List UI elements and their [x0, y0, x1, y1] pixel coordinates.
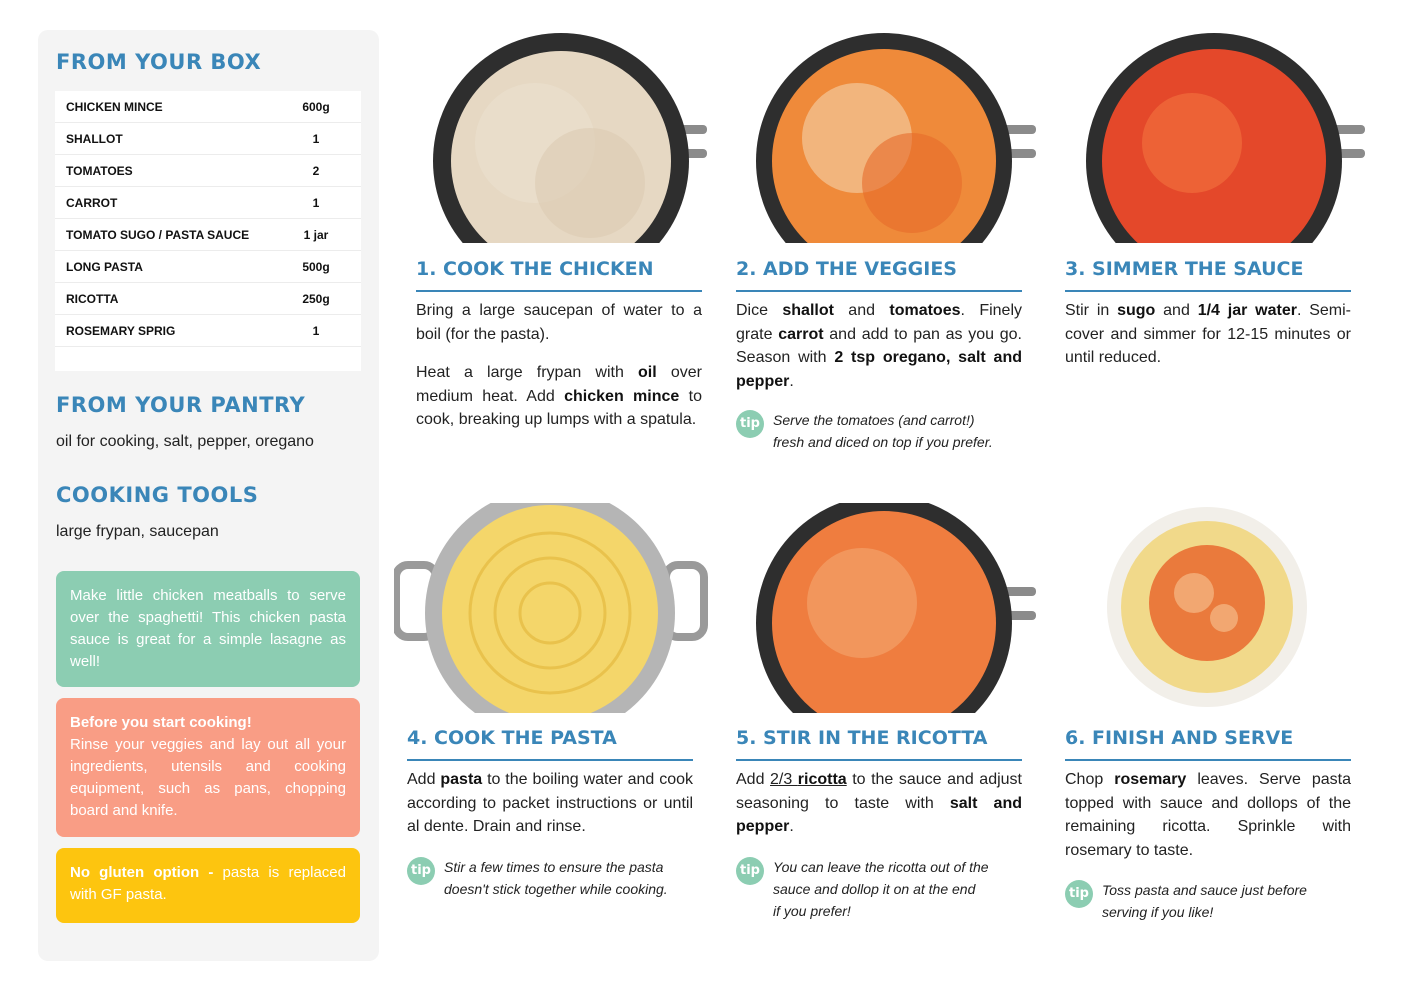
step-6-divider	[1065, 759, 1351, 761]
step-2-paragraph: Dice shallot and tomatoes. Finely grate carrot and add to pan as you go. Season with 2 tsp oregano, salt and pepper.	[736, 302, 1023, 390]
before-you-start-text: Rinse your veggies and lay out all your ingredients, utensils and cooking equipment, such as pans, chopping board and knife.	[70, 736, 346, 819]
table-row	[55, 251, 361, 283]
tip-text: You can leave the ricotta out of the sauce and dollop it on at the end if you prefer!	[773, 859, 989, 919]
step-3-body	[1065, 299, 1351, 385]
step-4-title: 4. COOK THE PASTA	[407, 727, 617, 749]
gluten-option-text: pasta is replaced with GF pasta.	[70, 864, 346, 903]
ingredient-qty: 1 jar	[303, 227, 329, 242]
ingredient-name: CARROT	[66, 195, 118, 210]
step-4-divider	[407, 759, 693, 761]
ingredient-qty: 1	[312, 195, 320, 210]
step-4-paragraph: Add pasta to the boiling water and cook according to packet instructions or until al dente. Drain and rinse.	[407, 771, 693, 835]
ingredient-name: SHALLOT	[66, 131, 123, 146]
sidebar-panel	[38, 30, 379, 961]
table-row	[55, 219, 361, 251]
tip-text: Serve the tomatoes (and carrot!) fresh and diced on top if you prefer.	[773, 412, 993, 450]
step-2-title: 2. ADD THE VEGGIES	[736, 258, 957, 280]
before-you-start-box	[56, 698, 360, 837]
step-5-photo	[752, 503, 1037, 713]
step-2-photo	[752, 33, 1037, 243]
ingredient-qty: 2	[312, 163, 320, 178]
tip-text: Toss pasta and sauce just before serving if you like!	[1102, 882, 1307, 920]
table-row	[55, 91, 361, 123]
ingredients-table	[55, 91, 361, 371]
step-3-title: 3. SIMMER THE SAUCE	[1065, 258, 1304, 280]
step-3-photo	[1082, 33, 1367, 243]
ingredient-name: ROSEMARY SPRIG	[66, 323, 176, 338]
step-1-title: 1. COOK THE CHICKEN	[416, 258, 654, 280]
step-2-body	[736, 299, 1022, 408]
tip-badge-icon: tip	[736, 410, 764, 438]
serving-suggestion-text: Make little chicken meatballs to serve over the spaghetti! This chicken pasta sauce is great for a simple lasagne as well!	[70, 587, 346, 670]
step-6-title: 6. FINISH AND SERVE	[1065, 727, 1294, 749]
ingredient-name: TOMATO SUGO / PASTA SAUCE	[66, 227, 250, 242]
ingredient-qty: 500g	[302, 259, 330, 274]
step-6-photo	[1104, 503, 1314, 713]
gluten-option-box	[56, 848, 360, 923]
tip-text: Stir a few times to ensure the pasta doesn't stick together while cooking.	[444, 859, 668, 897]
step-1-paragraph: Bring a large saucepan of water to a boil (for the pasta).	[416, 302, 702, 343]
from-your-pantry-heading: FROM YOUR PANTRY	[56, 393, 306, 417]
ingredient-name: LONG PASTA	[66, 259, 143, 274]
ingredient-qty: 600g	[302, 99, 330, 114]
table-row	[55, 187, 361, 219]
tip-badge-icon: tip	[736, 857, 764, 885]
step-4-photo	[394, 503, 709, 713]
table-row	[55, 155, 361, 187]
table-row	[55, 283, 361, 315]
step-1-body	[416, 299, 702, 447]
step-5-paragraph: Add 2/3 ricotta to the sauce and adjust seasoning to taste with salt and pepper.	[736, 771, 1022, 835]
ingredient-name: TOMATOES	[66, 163, 133, 178]
step-3-paragraph: Stir in sugo and 1/4 jar water. Semi-cover and simmer for 12-15 minutes or until reduced.	[1065, 302, 1352, 366]
cooking-tools-heading: COOKING TOOLS	[56, 483, 259, 507]
gluten-option-title: No gluten option -	[70, 864, 214, 881]
ingredient-qty: 1	[312, 323, 320, 338]
step-1-photo	[425, 33, 710, 243]
step-2-divider	[736, 290, 1022, 292]
tip-badge-icon: tip	[1065, 880, 1093, 908]
ingredient-name: CHICKEN MINCE	[66, 99, 163, 114]
step-4-body	[407, 768, 693, 854]
step-6-body	[1065, 768, 1351, 877]
step-5-title: 5. STIR IN THE RICOTTA	[736, 727, 988, 749]
serving-suggestion-box	[56, 571, 360, 687]
step-5-body	[736, 768, 1022, 854]
step-3-divider	[1065, 290, 1351, 292]
pantry-text: oil for cooking, salt, pepper, oregano	[56, 433, 314, 450]
table-row	[55, 123, 361, 155]
step-1-divider	[416, 290, 702, 292]
step-1-paragraph: Heat a large frypan with oil over medium heat. Add chicken mince to cook, breaking up lumps with a spatula.	[416, 364, 703, 428]
tools-text: large frypan, saucepan	[56, 523, 219, 540]
table-row	[55, 315, 361, 347]
before-you-start-title: Before you start cooking!	[70, 714, 252, 731]
ingredient-name: RICOTTA	[66, 291, 119, 306]
from-your-box-heading: FROM YOUR BOX	[56, 50, 262, 74]
step-6-paragraph: Chop rosemary leaves. Serve pasta topped with sauce and dollops of the remaining ricotta. Sprinkle with rosemary to taste.	[1065, 771, 1351, 859]
tip-badge-icon: tip	[407, 857, 435, 885]
ingredient-qty: 250g	[302, 291, 330, 306]
ingredient-qty: 1	[312, 131, 320, 146]
step-5-divider	[736, 759, 1022, 761]
